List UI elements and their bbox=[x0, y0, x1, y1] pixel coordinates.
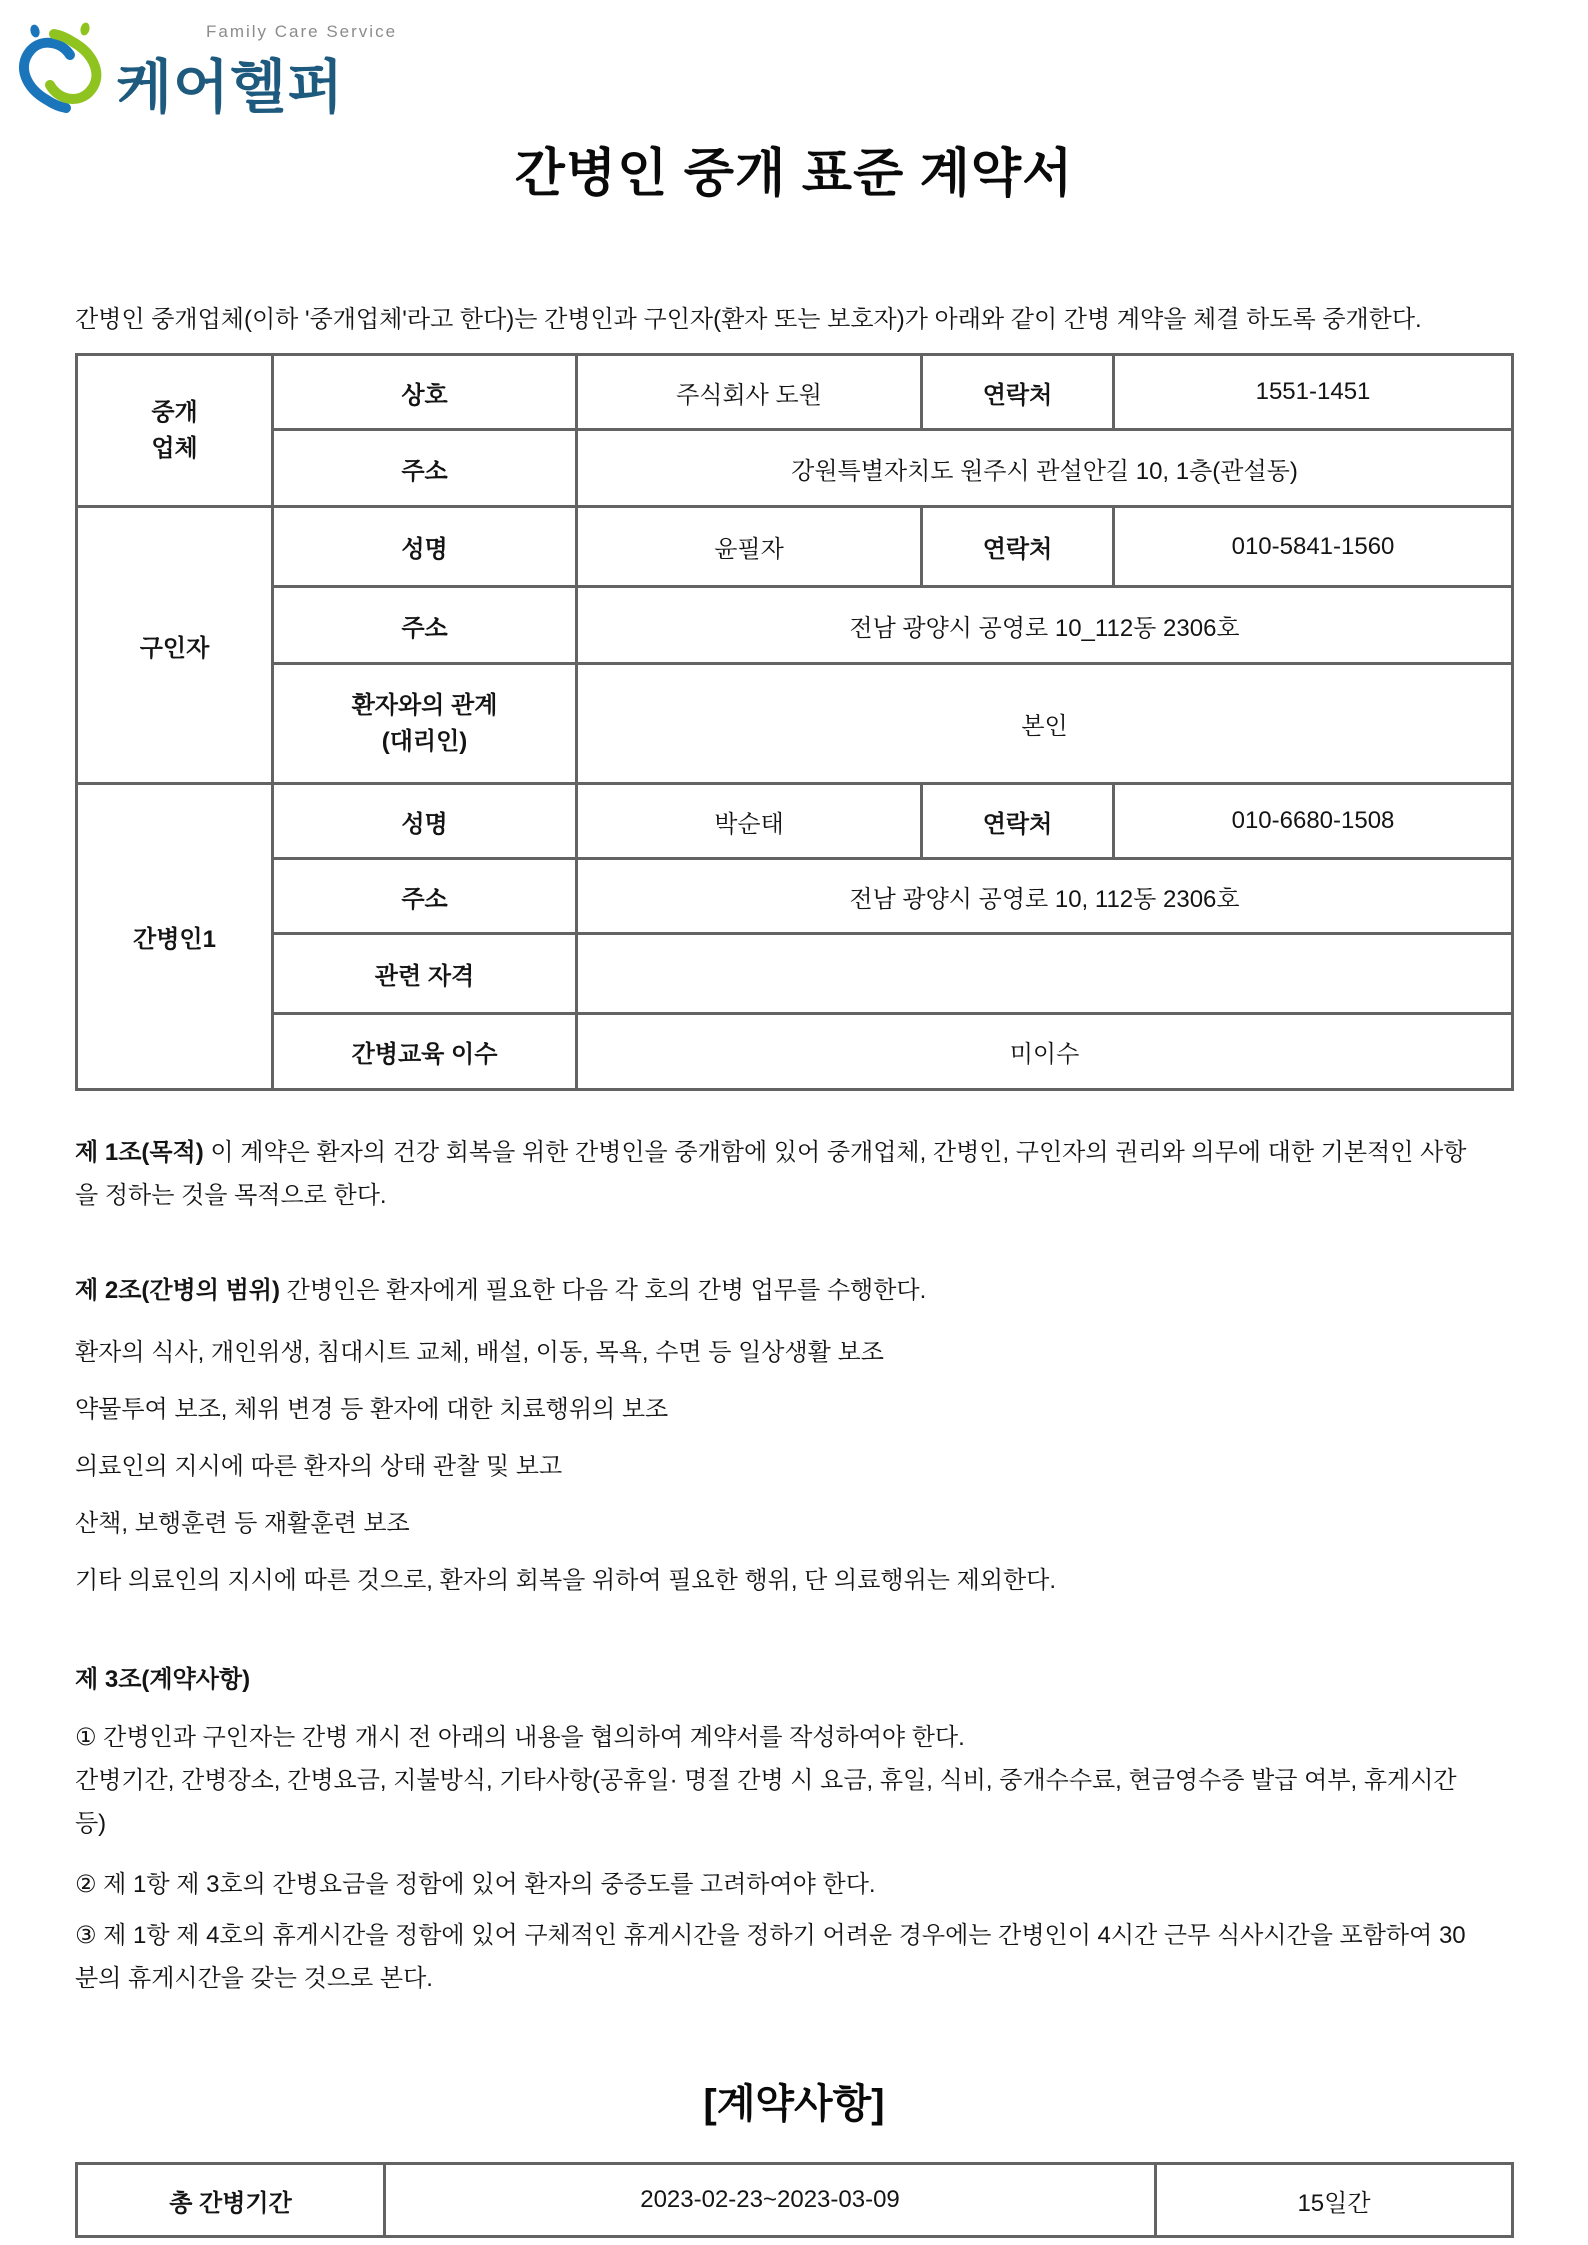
field-label-education: 간병교육 이수 bbox=[273, 1014, 577, 1090]
article-2-item: 약물투여 보조, 체위 변경 등 환자에 대한 치료행위의 보조 bbox=[75, 1396, 669, 1423]
article-3-item-3: ③ 제 1항 제 4호의 휴게시간을 정함에 있어 구체적인 휴게시간을 정하기 어려운 경우에는 간병인이 4시간 근무 식사시간을 포함하여 30분의 휴게시간을 갖는 것으로 본다. bbox=[75, 1922, 1466, 1992]
article-2-item: 산책, 보행훈련 등 재활훈련 보조 bbox=[75, 1510, 410, 1537]
group-label-broker bbox=[77, 355, 273, 507]
table-row-care-period bbox=[77, 2164, 1513, 2237]
party-info-table bbox=[75, 353, 1514, 1091]
contract-terms-heading: [계약사항] bbox=[703, 2082, 885, 2126]
table-row-caregiver-name bbox=[77, 784, 1513, 859]
article-3-item-2: ② 제 1항 제 3호의 간병요금을 정함에 있어 환자의 중증도를 고려하여야 한다. bbox=[75, 1871, 876, 1898]
article-2-heading: 제 2조(간병의 범위) bbox=[75, 1277, 280, 1304]
field-label-address: 주소 bbox=[273, 430, 577, 507]
logo-tagline: Family Care Service bbox=[206, 22, 398, 41]
table-row-employer-name bbox=[77, 507, 1513, 587]
employer-contact-value: 010-5841-1560 bbox=[1114, 507, 1513, 587]
table-row-broker-address bbox=[77, 430, 1513, 507]
caregiver-qualification-value bbox=[577, 934, 1513, 1014]
table-row-employer-address bbox=[77, 587, 1513, 664]
field-label-contact: 연락처 bbox=[922, 784, 1114, 859]
broker-company-value: 주식회사 도원 bbox=[577, 355, 922, 430]
table-row-caregiver-education bbox=[77, 1014, 1513, 1090]
caregiver-name-value: 박순태 bbox=[577, 784, 922, 859]
care-helper-logo bbox=[6, 6, 566, 136]
article-1-heading: 제 1조(목적) bbox=[75, 1139, 204, 1166]
broker-contact-value: 1551-1451 bbox=[1114, 355, 1513, 430]
employer-address-value: 전남 광양시 공영로 10_112동 2306호 bbox=[577, 587, 1513, 664]
table-row-caregiver-address bbox=[77, 859, 1513, 934]
group-label-caregiver: 간병인1 bbox=[77, 784, 273, 1090]
care-period-label: 총 간병기간 bbox=[77, 2164, 385, 2237]
field-label-contact: 연락처 bbox=[922, 355, 1114, 430]
broker-label-line1: 중개 bbox=[151, 398, 198, 426]
care-period-days: 15일간 bbox=[1156, 2164, 1513, 2237]
field-label-name: 성명 bbox=[273, 507, 577, 587]
article-1 bbox=[75, 1131, 1480, 1217]
broker-label-line2: 업체 bbox=[151, 434, 198, 462]
field-label-name: 성명 bbox=[273, 784, 577, 859]
field-label-relation bbox=[273, 664, 577, 784]
relation-label-line2: (대리인) bbox=[381, 727, 468, 755]
employer-relation-value: 본인 bbox=[577, 664, 1513, 784]
intro-paragraph: 간병인 중개업체(이하 '중개업체'라고 한다)는 간병인과 구인자(환자 또는 보호자)가 아래와 같이 간병 계약을 체결 하도록 중개한다. bbox=[75, 306, 1422, 333]
contract-terms-table bbox=[75, 2162, 1514, 2238]
group-label-employer: 구인자 bbox=[77, 507, 273, 784]
article-2-item: 의료인의 지시에 따른 환자의 상태 관찰 및 보고 bbox=[75, 1453, 563, 1480]
article-2 bbox=[75, 1269, 1480, 1312]
logo-brand: 케어헬퍼 bbox=[116, 55, 345, 120]
caregiver-education-value: 미이수 bbox=[577, 1014, 1513, 1090]
table-row-caregiver-qualification bbox=[77, 934, 1513, 1014]
article-2-body: 간병인은 환자에게 필요한 다음 각 호의 간병 업무를 수행한다. bbox=[279, 1277, 927, 1304]
caregiver-contact-value: 010-6680-1508 bbox=[1114, 784, 1513, 859]
table-row-employer-relation bbox=[77, 664, 1513, 784]
article-3-item-1-line1: ① 간병인과 구인자는 간병 개시 전 아래의 내용을 협의하여 계약서를 작성하여야 한다. bbox=[75, 1724, 965, 1751]
article-3-item-1 bbox=[75, 1716, 1480, 1845]
field-label-address: 주소 bbox=[273, 587, 577, 664]
field-label-address: 주소 bbox=[273, 859, 577, 934]
care-period-value: 2023-02-23~2023-03-09 bbox=[385, 2164, 1156, 2237]
broker-address-value: 강원특별자치도 원주시 관설안길 10, 1층(관설동) bbox=[577, 430, 1513, 507]
employer-name-value: 윤필자 bbox=[577, 507, 922, 587]
article-1-body: 이 계약은 환자의 건강 회복을 위한 간병인을 중개함에 있어 중개업체, 간병인, 구인자의 권리와 의무에 대한 기본적인 사항을 정하는 것을 목적으로 한다. bbox=[75, 1139, 1467, 1209]
relation-label-line1: 환자와의 관계 bbox=[351, 691, 498, 719]
field-label-qualification: 관련 자격 bbox=[273, 934, 577, 1014]
blue-dot bbox=[29, 24, 41, 39]
article-2-item: 기타 의료인의 지시에 따른 것으로, 환자의 회복을 위하여 필요한 행위, 단 의료행위는 제외한다. bbox=[75, 1567, 1057, 1594]
article-2-item: 환자의 식사, 개인위생, 침대시트 교체, 배설, 이동, 목욕, 수면 등 일상생활 보조 bbox=[75, 1339, 884, 1366]
field-label-contact: 연락처 bbox=[922, 507, 1114, 587]
article-3-item-1-line2: 간병기간, 간병장소, 간병요금, 지불방식, 기타사항(공휴일· 명절 간병 시 요금, 휴일, 식비, 중개수수료, 현금영수증 발급 여부, 휴게시간 등) bbox=[75, 1767, 1457, 1837]
table-row-broker-company bbox=[77, 355, 1513, 430]
document-title: 간병인 중개 표준 계약서 bbox=[514, 145, 1074, 203]
heart-link-icon bbox=[10, 14, 110, 126]
caregiver-address-value: 전남 광양시 공영로 10, 112동 2306호 bbox=[577, 859, 1513, 934]
green-dot bbox=[79, 22, 91, 37]
field-label-company: 상호 bbox=[273, 355, 577, 430]
article-3-heading: 제 3조(계약사항) bbox=[75, 1666, 251, 1693]
